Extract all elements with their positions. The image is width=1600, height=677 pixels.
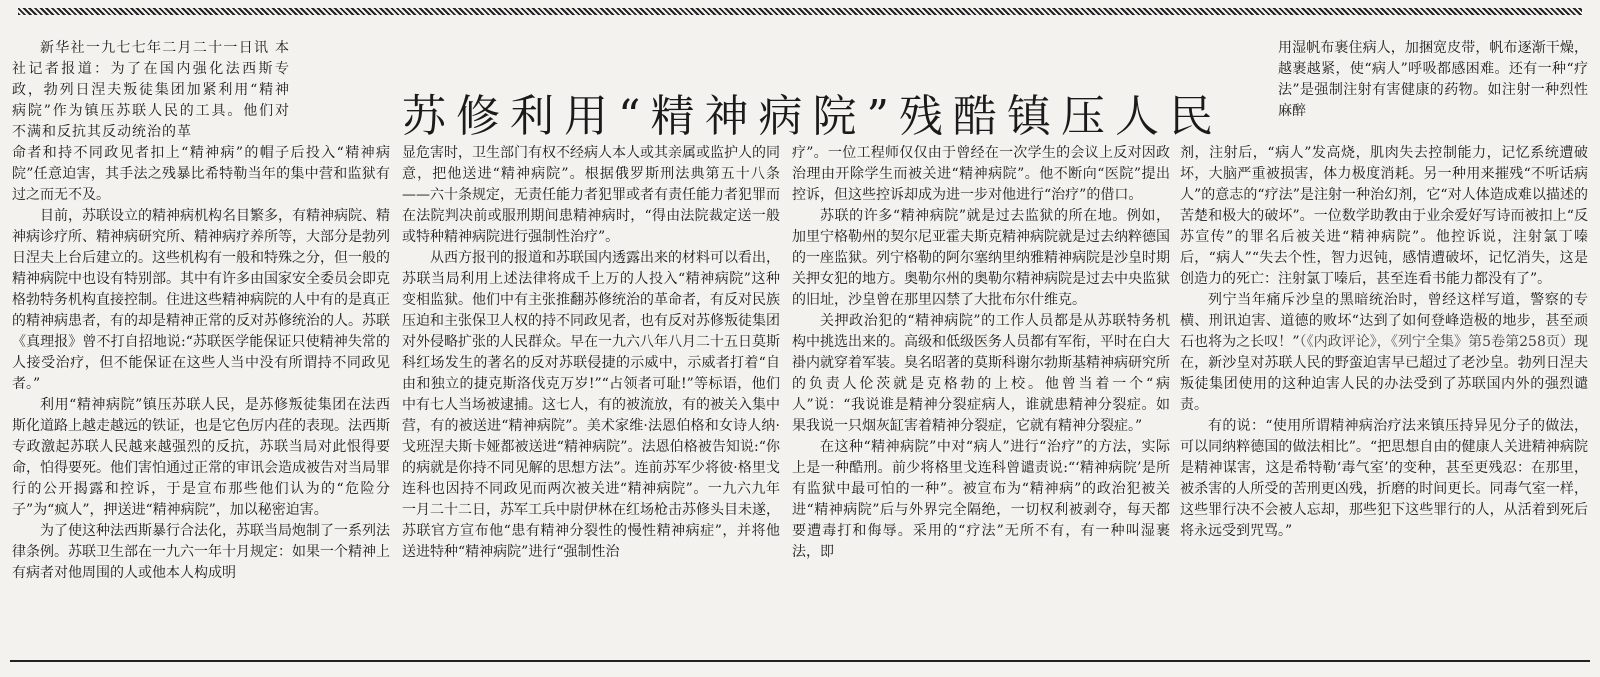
column-3: [792, 143, 1170, 648]
column-4-top: [1278, 38, 1588, 143]
bottom-border-rule: [10, 660, 1590, 662]
paragraph: 命者和持不同政见者扣上“精神病”的帽子后投入“精神病院”任意迫害，其手法之残暴比希特勒当年的集中营和监狱有过之而无不及。: [12, 145, 390, 203]
paragraph: 在这种“精神病院”中对“病人”进行“治疗”的方法，实际上是一种酷刑。前少将格里戈连科曾谴责说:“‘精神病院’是所有监狱中最可怕的一种”。被宣布为“精神病”的政治犯被关进“精神病院”后与外界完全隔绝，一切权利被剥夺，每天都要遭毒打和侮辱。采用的“疗法”无所不有，有一种叫湿裹法，即: [792, 439, 1170, 560]
paragraph: 苏联的许多“精神病院”就是过去监狱的所在地。例如，加里宁格勒州的契尔尼亚霍夫斯克精神病院就是过去纳粹德国的一座监狱。列宁格勒的阿尔塞纳里纳雅精神病院是沙皇时期关押女犯的地方。奥勒尔州的奥勒尔精神病院是过去中央监狱的旧址，沙皇曾在那里囚禁了大批布尔什维克。: [792, 208, 1170, 308]
paragraph-continuation: 现在，新沙皇对苏联人民的野蛮迫害早已超过了老沙皇。勃列日涅夫叛徒集团使用的这种迫害人民的办法受到了苏联国内外的强烈谴责。: [1180, 334, 1588, 413]
column-2: [402, 143, 780, 648]
paragraph: 关押政治犯的“精神病院”的工作人员都是从苏联特务机构中挑选出来的。高级和低级医务人员都有军衔，平时在白大褂内就穿着军装。臭名昭著的莫斯科谢尔勃斯基精神病研究所的负责人伦茨就是克格勃的上校。他曾当着一个“病人”说：“我说谁是精神分裂症病人，谁就患精神分裂症。如果我说一只烟灰缸害着精神分裂症，它就有精神分裂症。”: [792, 313, 1170, 434]
lead-paragraph: 新华社一九七七年二月二十一日讯 本社记者报道：为了在国内强化法西斯专政，勃列日涅夫叛徒集团加紧利用“精神病院”作为镇压苏联人民的工具。他们对不满和反抗其反动统治的革: [12, 40, 290, 140]
paragraph: 目前，苏联设立的精神病机构名目繁多，有精神病院、精神病诊疗所、精神病研究所、精神病疗养所等，大部分是勃列日涅夫上台后建立的。这些机构有一般和特殊之分，但一般的精神病院中也设有特别部。其中有许多由国家安全委员会即克格勃特务机构直接控制。住进这些精神病院的人中有的是真正的精神病患者，有的却是精神正常的反对苏修统治的人。苏联《真理报》曾不打自招地说:“苏联医学能保证只使精神失常的人接受治疗，但不能保证在这些人当中没有所谓持不同政见者。”: [12, 208, 390, 392]
citation: （《内政评论》，《列宁全集》第5卷第258页）: [1299, 334, 1574, 350]
paragraph: 利用“精神病院”镇压苏联人民，是苏修叛徒集团在法西斯化道路上越走越远的铁证，也是它色厉内荏的表现。法西斯专政激起苏联人民越来越强烈的反抗，苏联当局对此恨得要命，怕得要死。他们害怕通过正常的审讯会造成被告对当局罪行的公开揭露和控诉，于是宣布那些他们认为的“危险分子”为“疯人”，押送进“精神病院”，加以秘密迫害。: [12, 397, 390, 518]
paragraph: 疗”。一位工程师仅仅由于曾经在一次学生的会议上反对因政治理由开除学生而被关进“精神病院”。他不断向“医院”提出控诉，但这些控诉却成为进一步对他进行“治疗”的借口。: [792, 145, 1170, 203]
column-1-top: [12, 38, 290, 143]
lenin-quote: 列宁当年痛斥沙皇的黑暗统治时，曾经这样写道，警察的专横、刑讯迫害、道德的败坏“达到了如何登峰造极的地步，甚至顽石也将为之长叹！”: [1180, 292, 1588, 350]
column-1: [12, 143, 390, 648]
headline: 苏修利用“精神病院”残酷镇压人民: [402, 91, 1223, 143]
paragraph: 有的说：“使用所谓精神病治疗法来镇压持异见分子的做法，可以同纳粹德国的做法相比”。“把思想自由的健康人关进精神病院是精神谋害，这是希特勒‘毒气室’的变种，甚至更残忍：在那里，被杀害的人所受的苦刑更凶残，折磨的时间更长。同毒气室一样，这些罪行决不会被人忘却，那些犯下这些罪行的人，从活着到死后将永远受到咒骂。”: [1180, 418, 1588, 539]
top-border-rule: [18, 8, 1582, 15]
paragraph: 剂，注射后，“病人”发高烧，肌肉失去控制能力，记忆系统遭破坏，大脑严重被损害，体力极度消耗。另一种用来摧残“不听话病人”的意志的“疗法”是注射一种治幻剂，它“对人体造成难以描述的苦楚和极大的破坏”。一位数学助教由于业余爱好写诗而被扣上“反苏宣传”的罪名后被关进“精神病院”。他控诉说，注射氯丁嗪后，“病人”“失去个性，智力迟钝，感情遭破坏，记忆消失，这是创造力的死亡：注射氯丁嗪后，甚至连看书能力都没有了”。: [1180, 145, 1588, 287]
column-4: [1180, 143, 1588, 648]
paragraph: 为了使这种法西斯暴行合法化，苏联当局炮制了一系列法律条例。苏联卫生部在一九六一年十月规定：如果一个精神上有病者对他周围的人或他本人构成明: [12, 523, 390, 581]
paragraph: 从西方报刊的报道和苏联国内透露出来的材料可以看出，苏联当局利用上述法律将成千上万的人投入“精神病院”这种变相监狱。他们中有主张推翻苏修统治的革命者，有反对民族压迫和主张保卫人权的持不同政见者，也有反对苏修叛徒集团对外侵略扩张的人民群众。早在一九六八年八月二十五日莫斯科红场发生的著名的反对苏联侵捷的示威中，示威者打着“自由和独立的捷克斯洛伐克万岁!”“占领者可耻!”等标语，他们中有七人当场被逮捕。这七人，有的被流放，有的被关入集中营，有的被送进“精神病院”。美术家维·法恩伯格和女诗人纳·戈班涅夫斯卡娅都被送进“精神病院”。法恩伯格被告知说:“你的病就是你持不同见解的思想方法”。连前苏军少将彼·格里戈连科也因持不同政见而两次被关进“精神病院”。一九六九年一月二十二日，苏军工兵中尉伊林在红场枪击苏修头目未遂，苏联官方宣布他“患有精神分裂性的慢性精神病症”，并将他送进特种“精神病院”进行“强制性治: [402, 250, 780, 560]
paragraph: [1180, 290, 1588, 416]
paragraph: 用湿帆布裹住病人，加捆宽皮带，帆布逐渐干燥，越裹越紧，使“病人”呼吸都感困难。还有一种“疗法”是强制注射有害健康的药物。如注射一种烈性麻醉: [1278, 40, 1588, 119]
paragraph: 显危害时，卫生部门有权不经病人本人或其亲属或监护人的同意，把他送进“精神病院”。根据俄罗斯刑法典第五十八条——六十条规定，无责任能力者犯罪或者有责任能力者犯罪而在法院判决前或服刑期间患精神病时，“得由法院裁定送一般或特种精神病院进行强制性治疗”。: [402, 145, 780, 245]
